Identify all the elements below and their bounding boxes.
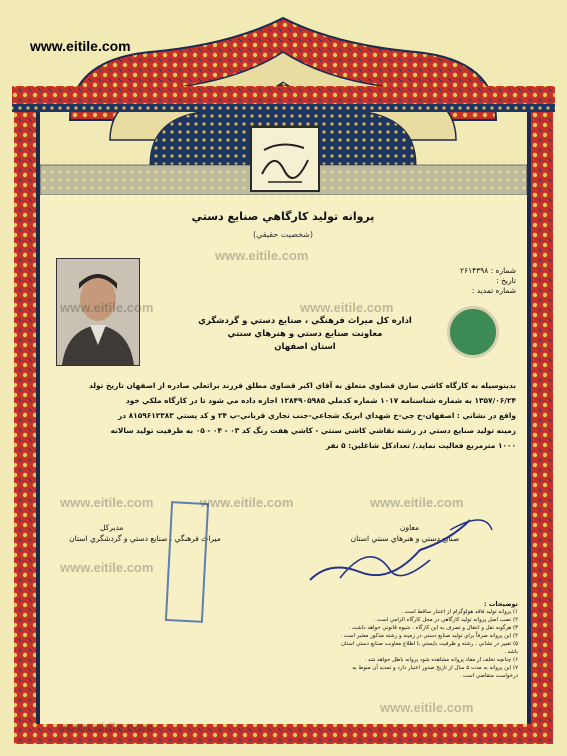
stamp-mark [165,501,209,623]
faint-watermark: www.eitile.com [60,300,154,315]
faint-watermark: www.eitile.com [370,495,464,510]
official-seal-icon [447,306,499,358]
faint-watermark: www.eitile.com [300,300,394,315]
issuer-block [175,315,435,354]
body-line: زمینه تولید صنایع دستي در رشته نقاشي کاشي سنتي - کاشي هفت رنگ کد ۰۳ - ۰۴ - ۰۵ به ظرفیت تولید سالانه [110,426,516,435]
certificate-subtitle: (شخصیت حقیقي) [253,230,313,239]
signature-left-org: میراث فرهنگي ، صنایع دستي و گردشگري استان [69,534,221,543]
note-item: ۱) پروانه تولید فاقد هولوگرام از اعتبار ساقط است . [400,609,518,615]
body-line: ۱۰۰۰ مترمربع فعالیت نماید./ تعدادکل شاغلین: ۵ نفر [325,441,516,450]
note-item: ۳) هرگونه نقل و انتقال و تصرف به اين کارگاه ، شیوه قانوني خواهد داشت . [348,625,518,631]
body-line: واقع در نشاني : اصفهان-خ جي-خ شهداي ابریک شجاعي-جنب تجاري قرباني-پ ۲۴ و کد پستي ۸۱۵۹۶۱۲۳۸۳ در [118,411,516,420]
date-label: تاریخ : [496,276,516,285]
note-item: ۲) نصب اصل پروانه تولید کارگاهي در محل کارگاه الزامي است . [373,617,518,623]
faint-watermark: www.eitile.com [380,700,474,715]
faint-watermark: www.eitile.com [215,248,309,263]
issuer-line2: معاونت صنایع دستي و هنرهاي سنتي [227,329,383,339]
note-item: ۵) تغییر در نشاني ، رشته و ظرفیت بایستي با اطلاع معاونت صنایع دستي استان باشد . [341,641,518,655]
notes-title: توضیحات : [484,600,518,608]
number-value: ۲۶۱۴۳۹۸ [460,266,489,275]
faint-watermark: www.eitile.com [200,495,294,510]
faint-watermark: www.eitile.com [60,720,154,735]
number-label: شماره : [490,266,516,275]
note-item: ۶) چنانچه تخلف از مفاد پروانه مشاهده شود پروانه باطل خواهد شد . [364,657,518,663]
meta-block [420,266,516,296]
issuer-line3: استان اصفهان [274,342,336,352]
faint-watermark: www.eitile.com [60,495,154,510]
renewal-label: شماره تمدید : [471,286,516,295]
signature-left-title: مدیرکل [100,523,124,532]
handwritten-signature [300,500,500,590]
certificate-title: پروانه تولید کارگاهي صنایع دستي [191,210,375,223]
faint-watermark: www.eitile.com [60,560,154,575]
note-item: ۷) اين پروانه به مدت ۵ سال از تاریخ صدور اعتبار دارد و تمدید آن منوط به درخواست متقاضي است . [352,665,518,679]
notes-block [338,600,518,680]
body-line: بدینوسیله به کارگاه کاشي سازي قضاوي متعلق به آقاي اکبر قضاوي مطلق فرزند براتعلي صادره از اصفهان تاریخ تولد [88,381,516,390]
signature-right-org: صنایع دستي و هنرهاي سنتي استان [350,534,460,543]
body-line: ۱۳۵۷/۰۶/۲۴ به شماره شناسنامه ۱۰۱۷ شماره کدملي ۱۲۸۴۹۰۵۹۸۵ اجازه داده مي شود تا در کارگاه ملکي خود [125,396,516,405]
site-watermark: www.eitile.com [30,38,131,54]
body-text [50,378,516,453]
calligraphy-emblem [250,126,320,192]
issuer-line1: اداره کل میراث فرهنگي ، صنایع دستي و گردشگري [198,316,412,326]
note-item: ۴) اين پروانه صرفاً براي تولید صنایع دستي در زمینه و رشته مذکور معتبر است . [340,633,518,639]
signature-right-title: معاون [400,523,420,532]
